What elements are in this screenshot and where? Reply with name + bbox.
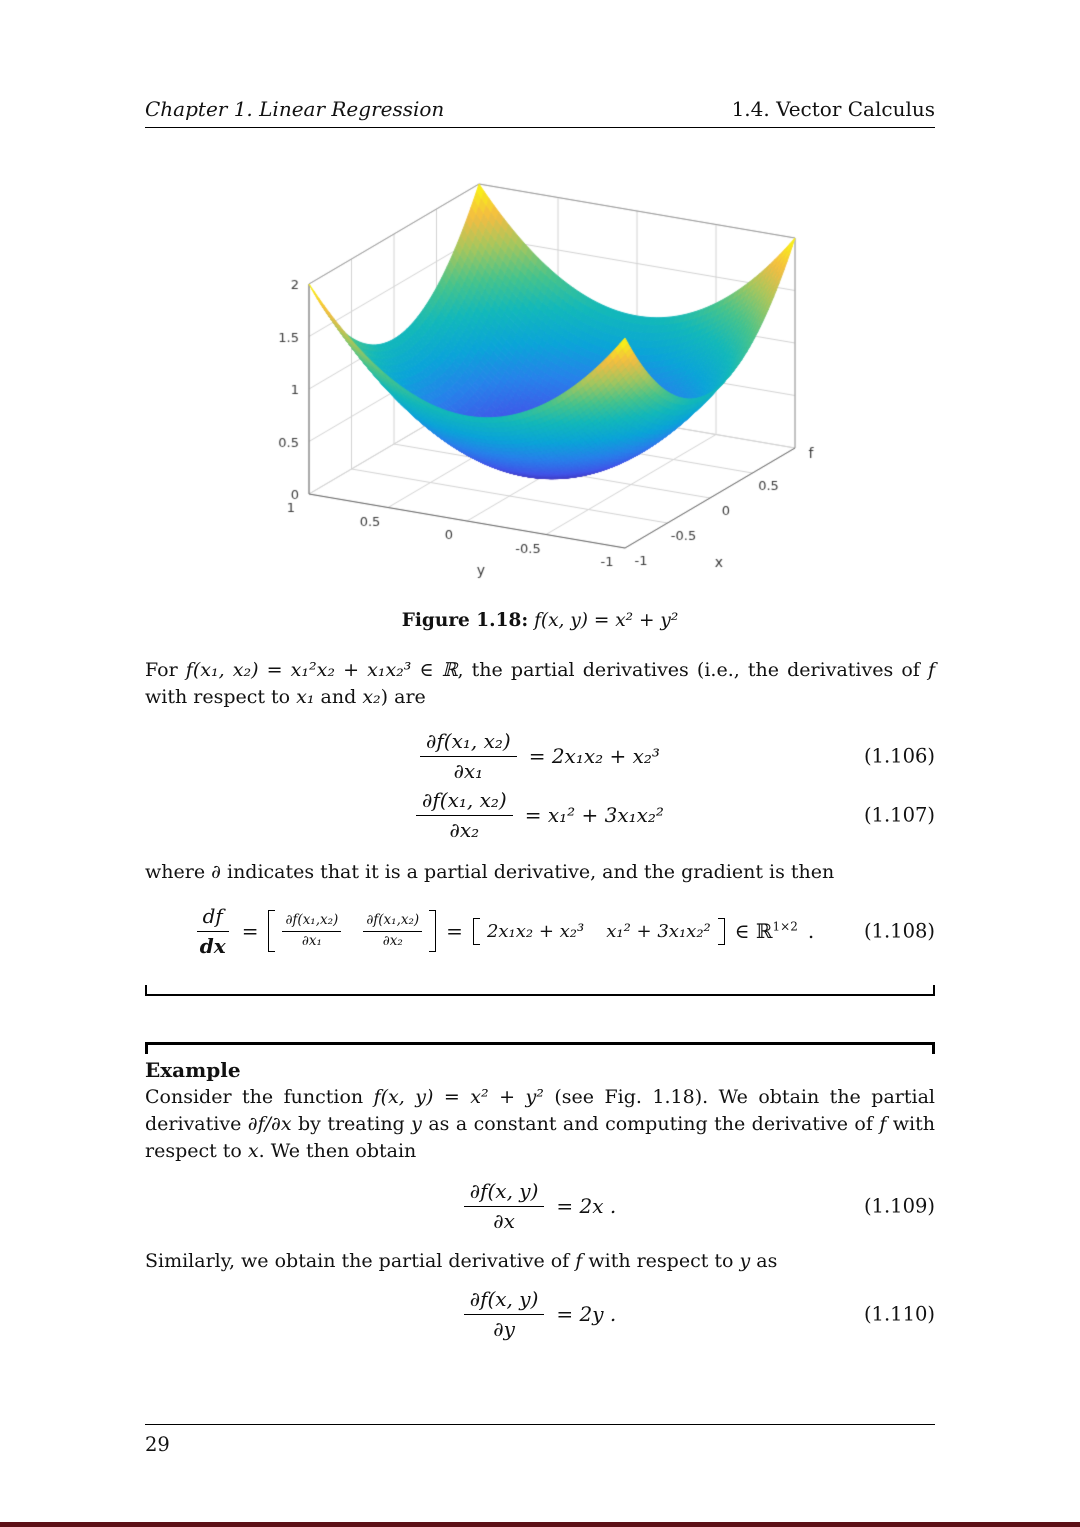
equation-number: (1.107) [863,803,935,827]
equation-1-108 [145,904,935,959]
fraction [416,788,513,843]
equation-number: (1.108) [863,919,935,943]
result-matrix [473,918,725,945]
chapter-title: Chapter 1. Linear Regression [145,97,445,121]
footer-rule [145,1424,935,1425]
fraction [464,1287,545,1342]
figure-1-18 [0,138,1080,608]
left-bracket [473,918,480,945]
fraction-denominator: ∂x [493,1208,515,1233]
gradient-equation-row [194,904,814,959]
equation-1-106 [145,729,935,784]
equation-1-107 [145,788,935,843]
paragraph-gradient-intro: where ∂ indicates that it is a partial derivative, and the gradient is then [145,860,835,883]
fraction [464,1179,545,1234]
fraction-numerator: df [197,904,229,932]
figure-caption-formula: f(x, y) = x² + y² [534,610,679,631]
paragraph-partial-derivatives: For f(x₁, x₂) = x₁²x₂ + x₁x₂³ ∈ ℝ, the partial derivatives (i.e., the derivatives of f with respect to x₁ and x₂) are [145,659,935,708]
page-body [145,657,935,1342]
page-footer [145,1424,935,1456]
derivative-fraction [194,904,232,959]
page-bottom-edge [0,1522,1080,1527]
fraction-denominator: ∂x₂ [449,817,480,842]
equation-1-109 [145,1179,935,1234]
partial-fraction-2: $\frac{\text{∂f(x₁,x₂)}}{\text{∂x₂}}$ [363,913,422,949]
figure-caption [0,610,1080,631]
example-heading: Example [145,1057,241,1082]
fraction [420,729,517,784]
equation-rhs: = 2x₁x₂ + x₂³ [528,744,660,769]
fraction-numerator: ∂f(x, y) [464,1179,545,1207]
equation-rhs: = 2x . [556,1194,617,1219]
example-box-start-rule [145,1042,935,1054]
equation-rhs: = x₁² + 3x₁x₂² [524,803,664,828]
equation-rhs: = 2y . [556,1302,617,1327]
page-header [145,0,935,128]
paragraph-example-body: Consider the function f(x, y) = x² + y² (see Fig. 1.18). We obtain the partial derivative ∂f/∂x by treating y as a constant and computing the derivative of f with respect to x. We then obtain [145,1085,936,1162]
matrix-dimension-superscript: 1×2 [772,919,798,934]
right-bracket [718,918,725,945]
equation-number: (1.110) [863,1302,935,1326]
right-bracket [429,910,436,952]
partial-fraction-1: $\frac{\text{∂f(x₁,x₂)}}{\text{∂x₁}}$ [282,913,341,949]
fraction-denominator: ∂x₁ [453,758,484,783]
section-title: 1.4. Vector Calculus [731,97,935,121]
example-box-end-rule [145,985,935,996]
fraction-denominator: ∂y [493,1316,515,1341]
figure-caption-label: Figure 1.18: [401,610,529,631]
fraction-numerator: ∂f(x₁, x₂) [420,729,517,757]
set-membership: ∈ ℝ$^{1\times 2}$ [734,919,798,944]
page-number: 29 [145,1433,170,1456]
equals-sign: = [241,919,259,944]
surface-plot-canvas [130,138,890,608]
paragraph-similarly: Similarly, we obtain the partial derivative of f with respect to y as [145,1249,778,1272]
equals-sign: = [446,919,463,944]
matrix-entry-2: x₁² + 3x₁x₂² [606,920,711,942]
fraction-denominator: dx [199,933,226,958]
jacobian-matrix [268,910,436,952]
left-bracket [268,910,275,952]
equation-number: (1.106) [863,744,935,768]
equation-number: (1.109) [863,1194,935,1218]
equation-1-110 [145,1287,935,1342]
period: . [807,919,815,944]
fraction-numerator: ∂f(x, y) [464,1287,545,1315]
matrix-entry-1: 2x₁x₂ + x₂³ [486,920,585,942]
fraction-numerator: ∂f(x₁, x₂) [416,788,513,816]
